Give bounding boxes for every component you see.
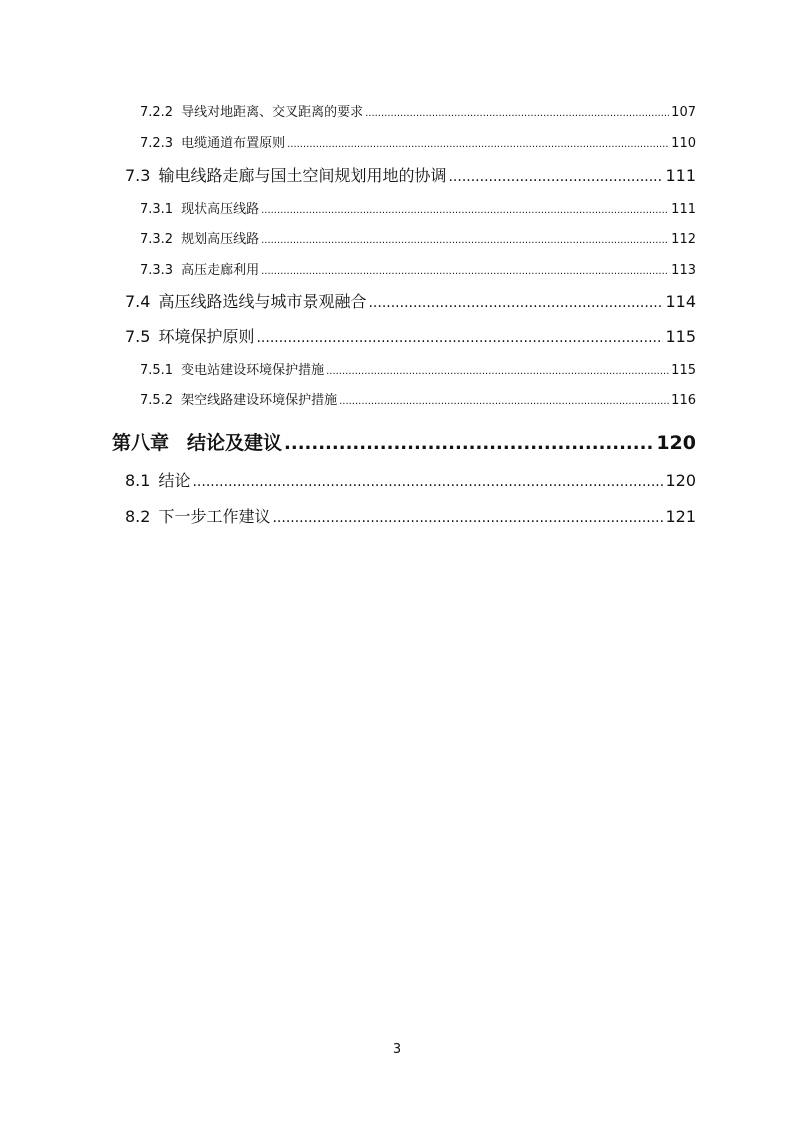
toc-entry-title: 环境保护原则 [158, 327, 255, 346]
toc-entry-number: 7.5 [125, 327, 151, 346]
dot-leader [192, 474, 663, 490]
toc-entry-page: 111 [671, 202, 696, 217]
toc-entry-title: 架空线路建设环境保护措施 [181, 393, 338, 408]
dot-leader [368, 295, 663, 311]
toc-entry-title: 下一步工作建议 [158, 507, 271, 526]
dot-leader [256, 330, 663, 346]
toc-entry-number: 7.3.2 [140, 232, 174, 247]
toc-entry-number: 7.4 [125, 292, 151, 311]
toc-entry-title: 结论 [158, 471, 191, 490]
toc-entry-number: 8.2 [125, 507, 151, 526]
toc-entry-title: 电缆通道布置原则 [181, 136, 286, 151]
toc-entry-7-5[interactable] [125, 324, 696, 347]
toc-entry-7-5-2[interactable] [140, 389, 696, 408]
toc-entry-page: 121 [665, 507, 696, 526]
toc-entry-title: 现状高压线路 [181, 202, 260, 217]
toc-entry-page: 107 [671, 105, 696, 120]
dot-leader [365, 108, 669, 119]
dot-leader [272, 510, 663, 526]
toc-entry-7-3[interactable] [125, 163, 696, 186]
toc-entry-7-3-1[interactable] [140, 198, 696, 217]
dot-leader [261, 235, 669, 246]
toc-entry-page: 116 [671, 393, 696, 408]
dot-leader [339, 396, 669, 407]
dot-leader [448, 169, 663, 185]
toc-entry-7-5-1[interactable] [140, 359, 696, 378]
toc-entry-number: 7.5.1 [140, 363, 174, 378]
toc-entry-number: 7.3.3 [140, 263, 174, 278]
toc-entry-page: 114 [665, 292, 696, 311]
toc-entry-number: 第八章 [112, 432, 170, 454]
toc-entry-title: 结论及建议 [187, 432, 283, 454]
toc-entry-title: 输电线路走廊与国土空间规划用地的协调 [158, 166, 447, 185]
toc-entry-page: 111 [665, 166, 696, 185]
toc-entry-chapter-8[interactable] [112, 428, 696, 455]
toc-entry-title: 高压走廊利用 [181, 263, 260, 278]
toc-entry-number: 8.1 [125, 471, 151, 490]
toc-entry-8-1[interactable] [125, 468, 696, 491]
toc-entry-8-2[interactable] [125, 504, 696, 527]
toc-entry-title: 导线对地距离、交叉距离的要求 [181, 105, 364, 120]
toc-entry-number: 7.3.1 [140, 202, 174, 217]
toc-entry-number: 7.5.2 [140, 393, 174, 408]
toc-entry-title: 高压线路选线与城市景观融合 [158, 292, 367, 311]
page-number: 3 [392, 1042, 402, 1057]
toc-entry-page: 115 [665, 327, 696, 346]
dot-leader [326, 366, 669, 377]
toc-entry-7-2-2[interactable] [140, 101, 696, 120]
toc-entry-7-3-3[interactable] [140, 259, 696, 278]
dot-leader [261, 205, 669, 216]
toc-entry-number: 7.2.3 [140, 136, 174, 151]
toc-entry-title: 规划高压线路 [181, 232, 260, 247]
toc-entry-page: 110 [671, 136, 696, 151]
dot-leader [287, 139, 669, 150]
dot-leader [261, 266, 669, 277]
toc-entry-page: 115 [671, 363, 696, 378]
toc-entry-page: 120 [665, 471, 696, 490]
toc-entry-page: 120 [656, 432, 696, 454]
toc-entry-page: 113 [671, 263, 696, 278]
toc-entry-title: 变电站建设环境保护措施 [181, 363, 325, 378]
toc-entry-number: 7.3 [125, 166, 151, 185]
toc-entry-number: 7.2.2 [140, 105, 174, 120]
toc-entry-page: 112 [671, 232, 696, 247]
toc-entry-7-2-3[interactable] [140, 132, 696, 151]
toc-entry-7-3-2[interactable] [140, 228, 696, 247]
dot-leader [284, 433, 654, 454]
toc-entry-7-4[interactable] [125, 289, 696, 312]
